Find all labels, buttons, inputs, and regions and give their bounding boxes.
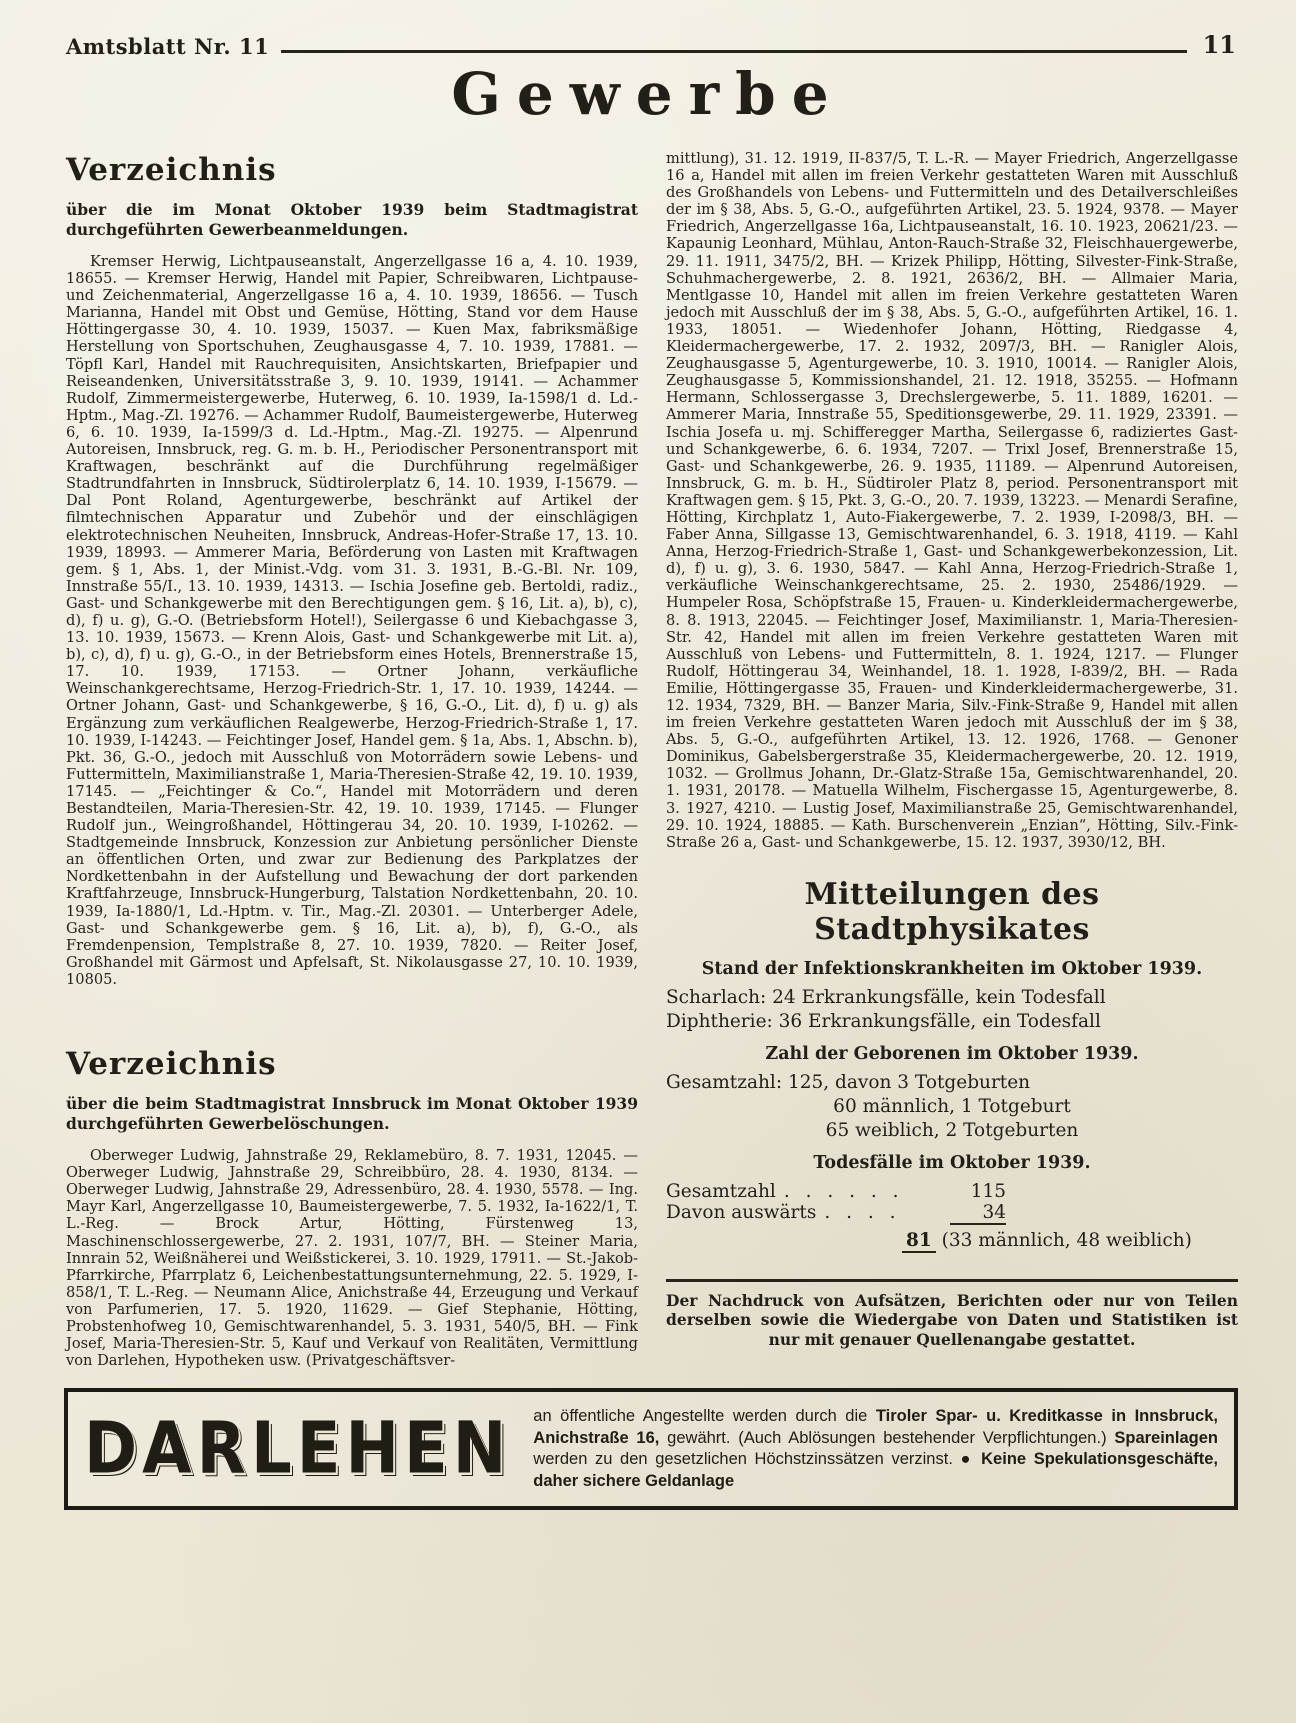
infections-subheading: Stand der Infektionskrankheiten im Oktober 1939. [701, 958, 1203, 979]
ad-segment-bold: Spareinlagen [1114, 1428, 1218, 1447]
header-rule [281, 50, 1186, 53]
deaths-result-number: 81 [902, 1230, 936, 1253]
deaths-result-line [902, 1230, 1238, 1251]
page-title: Gewerbe [451, 60, 845, 128]
deaths-external-label: Davon auswärts [666, 1201, 817, 1223]
births-subheading: Zahl der Geborenen im Oktober 1939. [765, 1043, 1139, 1064]
ad-segment: gewährt. (Auch Ablösungen bestehender Verpflichtungen.) [659, 1428, 1115, 1447]
infection-stat-diphtherie: Diphtherie: 36 Erkrankungsfälle, ein Todesfall [666, 1010, 1101, 1032]
section-registrations [66, 152, 638, 988]
ad-body-text [533, 1406, 1218, 1492]
section-deletions [66, 1046, 638, 1369]
registrations-heading: Verzeichnis [66, 152, 277, 188]
masthead-title: Amtsblatt Nr. 11 [66, 34, 270, 59]
births-total: Gesamtzahl: 125, davon 3 Totgeburten [666, 1071, 1031, 1093]
ad-segment: werden zu den gesetzlichen Höchstzinssätzen verzinst. ● [533, 1450, 982, 1468]
loan-advertisement [64, 1388, 1238, 1510]
deaths-row-total [666, 1181, 1006, 1202]
deaths-total-value: 115 [970, 1180, 1006, 1202]
deaths-external-value: 34 [950, 1202, 1006, 1225]
deletions-body-continued: mittlung), 31. 12. 1919, II-837/5, T. L.-R. — Mayer Friedrich, Angerzellgasse 16 a, Handel mit allen im freien Verkehr gestatteten Waren mit Ausschluß des Großhandels von Lebens- und Futtermitteln und des Detailverschleißes der im § 38, Abs. 5, G.-O., aufgeführten Artikel, 23. 5. 1924, 9378. — Mayer Friedrich, Angerzellgasse 16a, Lichtpauseanstalt, 16. 10. 1923, 20621/23. — Kapaunig Leonhard, Mühlau, Anton-Rauch-Straße 32, Fleischhauergewerbe, 29. 11. 1911, 3475/2, BH. — Krizek Philipp, Hötting, Silvester-Fink-Straße, Schuhmachergewerbe, 2. 8. 1921, 2636/2, BH. — Allmaier Maria, Mentlgasse 10, Handel mit allen im freien Verkehre gestatteten Waren jedoch mit Ausschluß der im § 38, Abs. 5, G.-O., aufgeführten Artikel, 16. 1. 1933, 18051. — Wiedenhofer Johann, Hötting, Riedgasse 4, Kleidermachergewerbe, 17. 2. 1932, 2097/3, BH. — Ranigler Alois, Zeughausgasse 5, Agenturgewerbe, 10. 3. 1910, 10014. — Ranigler Alois, Zeughausgasse 5, Kommissionshandel, 21. 12. 1918, 35255. — Hofmann Hermann, Schlossergasse 3, Drechslergewerbe, 5. 11. 1889, 16201. — Ammerer Maria, Innstraße 55, Speditionsgewerbe, 29. 11. 1929, 23391. — Ischia Josefa u. mj. Schifferegger Martha, Seilergasse 6, radiziertes Gast- und Schankgewerbe, 6. 6. 1934, 7207. — Trixl Josef, Brennerstraße 15, Gast- und Schankgewerbe, 26. 9. 1935, 11189. — Alpenrund Autoreisen, Innsbruck, G. m. b. H., Südtiroler Platz 8, period. Personentransport mit Kraftwagen gem. § 15, Pkt. 3, G.-O., 20. 7. 1939, 13223. — Menardi Serafine, Hötting, Kirchplatz 1, Auto-Fiakergewerbe, 7. 2. 1939, I-2098/3, BH. — Faber Anna, Sillgasse 13, Gemischtwarenhandel, 6. 3. 1918, 4119. — Kahl Anna, Herzog-Friedrich-Straße 1, Gast- und Schankgewerbekonzession, Lit. d), f) u. g), 3. 6. 1930, 5847. — Kahl Anna, Herzog-Friedrich-Straße 1, verkäufliche Weinschankgerechtsame, 25. 2. 1930, 25486/1929. — Humpeler Rosa, Schöpfstraße 15, Frauen- u. Kinderkleidermachergewerbe, 8. 8. 1913, 22045. — Feichtinger Josef, Maximilianstr. 1, Maria-Theresien-Str. 42, Handel mit allen im freien Verkehre gestatteten Waren mit Ausschluß von Lebens- und Futtermitteln, 8. 1. 1924, 1217. — Flunger Rudolf, Höttingerau 34, Weinhandel, 18. 1. 1928, I-839/2, BH. — Rada Emilie, Höttingergasse 35, Frauen- und Kinderkleidermachergewerbe, 31. 12. 1934, 7329, BH. — Banzer Maria, Silv.-Fink-Straße 9, Handel mit allen im freien Verkehre gestatteten Waren jedoch mit Ausschluß der im § 38, Abs. 5, G.-O., aufgeführten Artikel, 13. 12. 1926, 1768. — Genoner Dominikus, Gabelsbergerstraße 35, Kleidermachergewerbe, 20. 12. 1919, 1032. — Grollmus Johann, Dr.-Glatz-Straße 15a, Gemischtwarenhandel, 20. 1. 1931, 20178. — Matuella Wilhelm, Fischergasse 15, Agenturgewerbe, 8. 3. 1927, 4210. — Lustig Josef, Maximilianstraße 25, Gemischtwarenhandel, 29. 10. 1924, 18885. — Kath. Burschenverein „Enzian“, Hötting, Silv.-Fink-Straße 26 a, Gast- und Schankgewerbe, 15. 12. 1937, 3930/12, BH. [666, 150, 1238, 851]
page-number: 11 [1202, 30, 1236, 59]
ad-segment-bold: Keine Spekulationsgeschäfte, daher sichere Geldanlage [533, 1450, 1218, 1490]
deletions-subheading: über die beim Stadtmagistrat Innsbruck im Monat Oktober 1939 durchgeführten Gewerbelöschungen. [66, 1094, 638, 1133]
section-stadtphysikat [666, 877, 1238, 1251]
ad-segment-bold: Tiroler Spar- u. Kreditkasse in Innsbruck, Anichstraße 16, [533, 1407, 1218, 1447]
infection-stat-scharlach: Scharlach: 24 Erkrankungsfälle, kein Todesfall [666, 986, 1106, 1008]
copyright-notice: Der Nachdruck von Aufsätzen, Berichten oder nur von Teilen derselben sowie die Wiedergabe von Daten und Statistiken ist nur mit genauer Quellenangabe gestattet. [666, 1279, 1238, 1350]
registrations-subheading: über die im Monat Oktober 1939 beim Stadtmagistrat durchgeführten Gewerbeanmeldungen. [66, 200, 638, 239]
births-male: 60 männlich, 1 Totgeburt [833, 1095, 1071, 1117]
page-header [66, 30, 1236, 59]
deaths-row-external [666, 1202, 1006, 1225]
deaths-result-detail: (33 männlich, 48 weiblich) [941, 1229, 1192, 1251]
left-column [66, 152, 638, 1369]
ad-segment: an öffentliche Angestellte werden durch die [533, 1407, 876, 1425]
deletions-heading: Verzeichnis [66, 1046, 277, 1083]
deaths-total-label: Gesamtzahl [666, 1180, 776, 1202]
births-female: 65 weiblich, 2 Totgeburten [825, 1119, 1079, 1141]
leader-dots: . . . . [824, 1201, 901, 1223]
right-column [666, 150, 1238, 1349]
deaths-table [666, 1181, 1238, 1251]
ad-brand-wordmark: DARLEHEN [84, 1407, 512, 1491]
deletions-body: Oberweger Ludwig, Jahnstraße 29, Reklamebüro, 8. 7. 1931, 12045. — Oberweger Ludwig, Jahnstraße 29, Schreibbüro, 28. 4. 1930, 8134. — Oberweger Ludwig, Jahnstraße 29, Adressenbüro, 28. 4. 1930, 5578. — Ing. Mayr Karl, Angerzellgasse 10, Baumeistergewerbe, 7. 5. 1932, Ia-1622/1, T. L.-Reg. — Brock Artur, Hötting, Fürstenweg 13, Maschinenschlossergewerbe, 27. 2. 1931, 107/7, BH. — Steiner Maria, Innrain 52, Weißnäherei und Weißstickerei, 3. 10. 1929, 17911. — St.-Jakob-Pfarrkirche, Pfarrplatz 6, Leichenbestattungsunternehmung, 22. 5. 1929, I-858/1, T. L.-Reg. — Neumann Alice, Anichstraße 44, Erzeugung und Verkauf von Parfumerien, 17. 5. 1920, 11629. — Gief Stephanie, Hötting, Probstenhofweg 10, Gemischtwarenhandel, 5. 3. 1931, 540/5, BH. — Fink Josef, Maria-Theresien-Str. 5, Kauf und Verkauf von Realitäten, Vermittlung von Darlehen, Hypotheken usw. (Privatgeschäftsver- [66, 1147, 638, 1370]
leader-dots: . . . . . . [783, 1180, 904, 1202]
stadtphysikat-heading: Mitteilungen des Stadtphysikates [804, 876, 1100, 947]
deaths-subheading: Todesfälle im Oktober 1939. [813, 1152, 1091, 1173]
registrations-body: Kremser Herwig, Lichtpauseanstalt, Angerzellgasse 16 a, 4. 10. 1939, 18655. — Kremser Herwig, Handel mit Papier, Schreibwaren, Lichtpause- und Zeichenmaterial, Angerzellgasse 16 a, 4. 10. 1939, 18656. — Tusch Marianna, Handel mit Obst und Gemüse, Hötting, Stand vor dem Hause Höttingergasse 30, 4. 10. 1939, 15037. — Kuen Max, fabriksmäßige Herstellung von Sportschuhen, Zeughausgasse 4, 7. 10. 1939, 17881. — Töpfl Karl, Handel mit Rauchrequisiten, Ansichtskarten, Briefpapier und Reiseandenken, Universitätsstraße 3, 9. 10. 1939, 19141. — Achammer Rudolf, Zimmermeistergewerbe, Huterweg, 6. 10. 1939, Ia-1598/1 d. Ld.-Hptm., Mag.-Zl. 19276. — Achammer Rudolf, Baumeistergewerbe, Huterweg 6, 6. 10. 1939, Ia-1599/3 d. Ld.-Hptm., Mag.-Zl. 19275. — Alpenrund Autoreisen, Innsbruck, reg. G. m. b. H., Periodischer Personentransport mit Kraftwagen, beschränkt auf die Durchführung regelmäßiger Stadtrundfahrten in Innsbruck, Südtirolerplatz 6, 14. 10. 1939, I-15679. — Dal Pont Roland, Agenturgewerbe, beschränkt auf Artikel der filmtechnischen Apparatur und Zubehör und der einschlägigen elektrotechnischen Neuheiten, Innsbruck, Andreas-Hofer-Straße 17, 13. 10. 1939, 18993. — Ammerer Maria, Beförderung von Lasten mit Kraftwagen gem. § 1, Abs. 1, der Minist.-Vdg. vom 31. 3. 1931, B.-G.-Bl. Nr. 109, Innstraße 55/I., 13. 10. 1939, 14313. — Ischia Josefine geb. Bertoldi, radiz., Gast- und Schankgewerbe mit den Berechtigungen gem. § 16, Lit. a), b), c), d), f) u. g), G.-O. (Betriebsform Hotel!), Seilergasse 6 und Kiebachgasse 3, 13. 10. 1939, 15673. — Krenn Alois, Gast- und Schankgewerbe mit Lit. a), b), c), d), f) u. g), G.-O., in der Betriebsform eines Hotels, Brennerstraße 15, 17. 10. 1939, 17153. — Ortner Johann, verkäufliche Weinschankgerechtsame, Herzog-Friedrich-Str. 1, 17. 10. 1939, 14244. — Ortner Johann, Gast- und Schankgewerbe, § 16, G.-O., Lit. d), f) u. g) als Ergänzung zum verkäuflichen Realgewerbe, Herzog-Friedrich-Straße 1, 17. 10. 1939, I-14243. — Feichtinger Josef, Handel gem. § 1a, Abs. 1, Abschn. b), Pkt. 36, G.-O., jedoch mit Ausschluß von Motorrädern sowie Lebens- und Futtermitteln, Maximilianstraße 1, Maria-Theresien-Straße 42, 19. 10. 1939, 17145. — „Feichtinger & Co.“, Handel mit Motorrädern und deren Bestandteilen, Maria-Theresien-Str. 42, 19. 10. 1939, 17145. — Flunger Rudolf jun., Weingroßhandel, Höttingerau 34, 20. 10. 1939, I-10262. — Stadtgemeinde Innsbruck, Konzession zur Anbietung persönlicher Dienste an öffentlichen Orten, und zwar zur Bedienung des Parkplatzes der Nordkettenbahn in der Aufstellung und Bewachung der dort parkenden Kraftfahrzeuge, Innsbruck-Hungerburg, Talstation Nordkettenbahn, 20. 10. 1939, Ia-1880/1, Ld.-Hptm. v. Tir., Mag.-Zl. 20301. — Unterberger Adele, Gast- und Schankgewerbe gem. § 16, Lit. a), b), f), G.-O., als Fremdenpension, Templstraße 8, 27. 10. 1939, 7820. — Reiter Josef, Großhandel mit Gärmost und Apfelsaft, St. Nikolausgasse 27, 10. 10. 1939, 10805. [66, 253, 638, 988]
